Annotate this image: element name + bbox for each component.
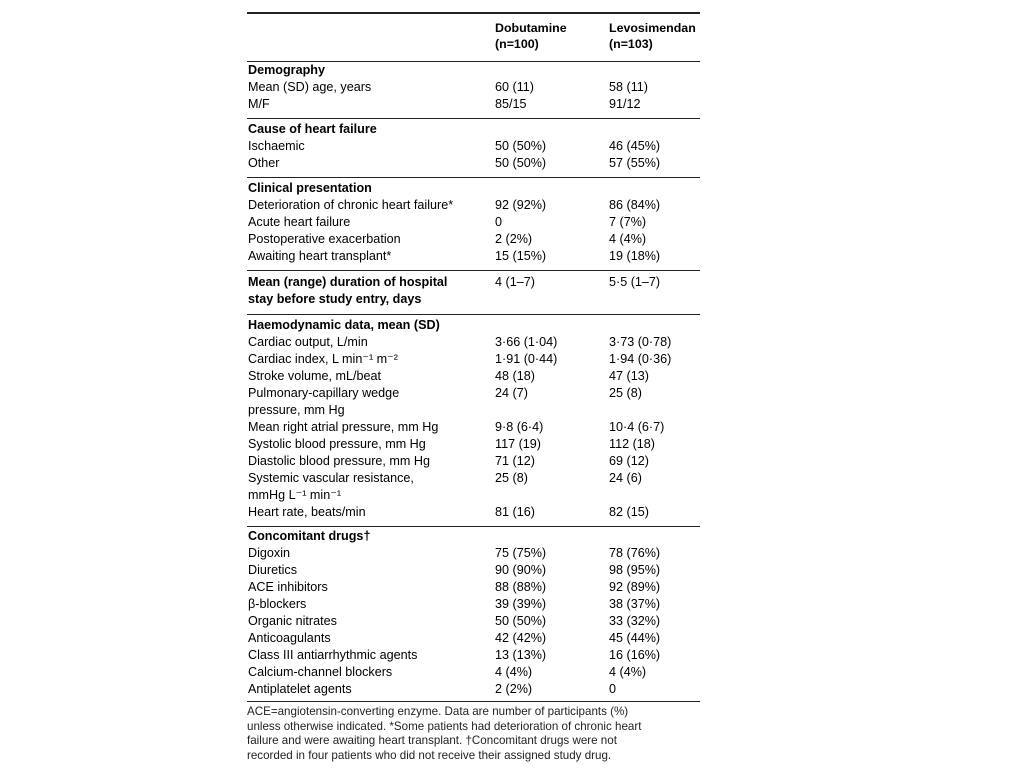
dobutamine-value: 88 (88%) [495,580,547,594]
section-rule [247,526,700,527]
row-label: Mean (SD) age, years [248,80,372,94]
levosimendan-value: 3·73 (0·78) [609,335,672,349]
column-header-dobutamine [495,20,567,52]
column-header-levosimendan-n: (n=103) [609,37,653,51]
dobutamine-value: 42 (42%) [495,631,547,645]
levosimendan-value: 24 (6) [609,471,642,485]
section-title: Cause of heart failure [248,122,377,136]
levosimendan-value: 57 (55%) [609,156,661,170]
levosimendan-value: 82 (15) [609,505,649,519]
row-label: β-blockers [248,597,307,611]
levosimendan-value: 86 (84%) [609,198,661,212]
levosimendan-value: 47 (13) [609,369,649,383]
section-rule [247,314,700,315]
row-label: Deterioration of chronic heart failure* [248,198,454,212]
section-title: Mean (range) duration of hospital [248,275,448,289]
levosimendan-value: 45 (44%) [609,631,661,645]
row-label: Anticoagulants [248,631,331,645]
levosimendan-value: 16 (16%) [609,648,661,662]
row-label: Class III antiarrhythmic agents [248,648,418,662]
section-title: Clinical presentation [248,181,372,195]
row-label-line2: mmHg L⁻¹ min⁻¹ [248,488,342,502]
row-label: Ischaemic [248,139,305,153]
row-label-line2: pressure, mm Hg [248,403,345,417]
levosimendan-value: 0 [609,682,617,696]
row-label: Mean right atrial pressure, mm Hg [248,420,439,434]
levosimendan-value: 98 (95%) [609,563,661,577]
footnote-line: failure and were awaiting heart transplant. †Concomitant drugs were not [247,734,617,748]
levosimendan-value: 33 (32%) [609,614,661,628]
levosimendan-value: 19 (18%) [609,249,661,263]
dobutamine-value: 92 (92%) [495,198,547,212]
levosimendan-value: 4 (4%) [609,665,647,679]
row-label: Awaiting heart transplant* [248,249,392,263]
column-header-dobutamine-n: (n=100) [495,37,539,51]
dobutamine-value: 60 (11) [495,80,534,94]
levosimendan-value: 46 (45%) [609,139,661,153]
section-title: Haemodynamic data, mean (SD) [248,318,440,332]
levosimendan-value: 5·5 (1–7) [609,275,661,289]
levosimendan-value: 25 (8) [609,386,642,400]
levosimendan-value: 7 (7%) [609,215,647,229]
section-rule [247,118,700,119]
row-label: Pulmonary-capillary wedge [248,386,400,400]
row-label: Acute heart failure [248,215,351,229]
row-label: M/F [248,97,270,111]
row-label: Systolic blood pressure, mm Hg [248,437,426,451]
section-rule [247,270,700,271]
footnote-line: recorded in four patients who did not receive their assigned study drug. [247,748,612,762]
table-top-rule [247,12,700,14]
dobutamine-value: 39 (39%) [495,597,547,611]
dobutamine-value: 75 (75%) [495,546,547,560]
levosimendan-value: 92 (89%) [609,580,661,594]
column-header-levosimendan [609,20,696,52]
levosimendan-value: 10·4 (6·7) [609,420,665,434]
levosimendan-value: 58 (11) [609,80,648,94]
section-rule [247,177,700,178]
dobutamine-value: 9·8 (6·4) [495,420,544,434]
row-label: Systemic vascular resistance, [248,471,414,485]
dobutamine-value: 71 (12) [495,454,535,468]
row-label: Digoxin [248,546,290,560]
dobutamine-value: 50 (50%) [495,156,547,170]
dobutamine-value: 90 (90%) [495,563,547,577]
column-header-levosimendan-name: Levosimendan [609,21,696,35]
dobutamine-value: 13 (13%) [495,648,547,662]
levosimendan-value: 1·94 (0·36) [609,352,672,366]
levosimendan-value: 112 (18) [609,437,655,451]
dobutamine-value: 4 (4%) [495,665,533,679]
row-label: Other [248,156,280,170]
dobutamine-value: 4 (1–7) [495,275,535,289]
row-label: Cardiac index, L min⁻¹ m⁻² [248,352,398,366]
section-title: Concomitant drugs† [248,529,371,543]
row-label: Cardiac output, L/min [248,335,368,349]
dobutamine-value: 3·66 (1·04) [495,335,558,349]
row-label: Calcium-channel blockers [248,665,393,679]
levosimendan-value: 91/12 [609,97,641,111]
dobutamine-value: 1·91 (0·44) [495,352,558,366]
dobutamine-value: 85/15 [495,97,527,111]
row-label: Heart rate, beats/min [248,505,366,519]
row-label: Postoperative exacerbation [248,232,401,246]
row-label: Diastolic blood pressure, mm Hg [248,454,430,468]
levosimendan-value: 69 (12) [609,454,649,468]
row-label: Antiplatelet agents [248,682,352,696]
dobutamine-value: 50 (50%) [495,139,547,153]
row-label: Stroke volume, mL/beat [248,369,381,383]
levosimendan-value: 4 (4%) [609,232,647,246]
section-title-line2: stay before study entry, days [248,292,422,306]
dobutamine-value: 81 (16) [495,505,535,519]
levosimendan-value: 78 (76%) [609,546,661,560]
table-footnote [247,705,767,763]
dobutamine-value: 15 (15%) [495,249,547,263]
row-label: Diuretics [248,563,297,577]
dobutamine-value: 0 [495,215,503,229]
dobutamine-value: 24 (7) [495,386,528,400]
dobutamine-value: 25 (8) [495,471,528,485]
dobutamine-value: 2 (2%) [495,232,533,246]
dobutamine-value: 117 (19) [495,437,541,451]
dobutamine-value: 48 (18) [495,369,535,383]
footnote-line: unless otherwise indicated. *Some patients had deterioration of chronic heart [247,719,642,733]
dobutamine-value: 2 (2%) [495,682,533,696]
dobutamine-value: 50 (50%) [495,614,547,628]
levosimendan-value: 38 (37%) [609,597,661,611]
row-label: Organic nitrates [248,614,337,628]
table-bottom-rule [247,701,700,702]
column-header-dobutamine-name: Dobutamine [495,21,567,35]
row-label: ACE inhibitors [248,580,328,594]
section-title: Demography [248,63,325,77]
footnote-line: ACE=angiotensin-converting enzyme. Data are number of participants (%) [247,705,629,718]
